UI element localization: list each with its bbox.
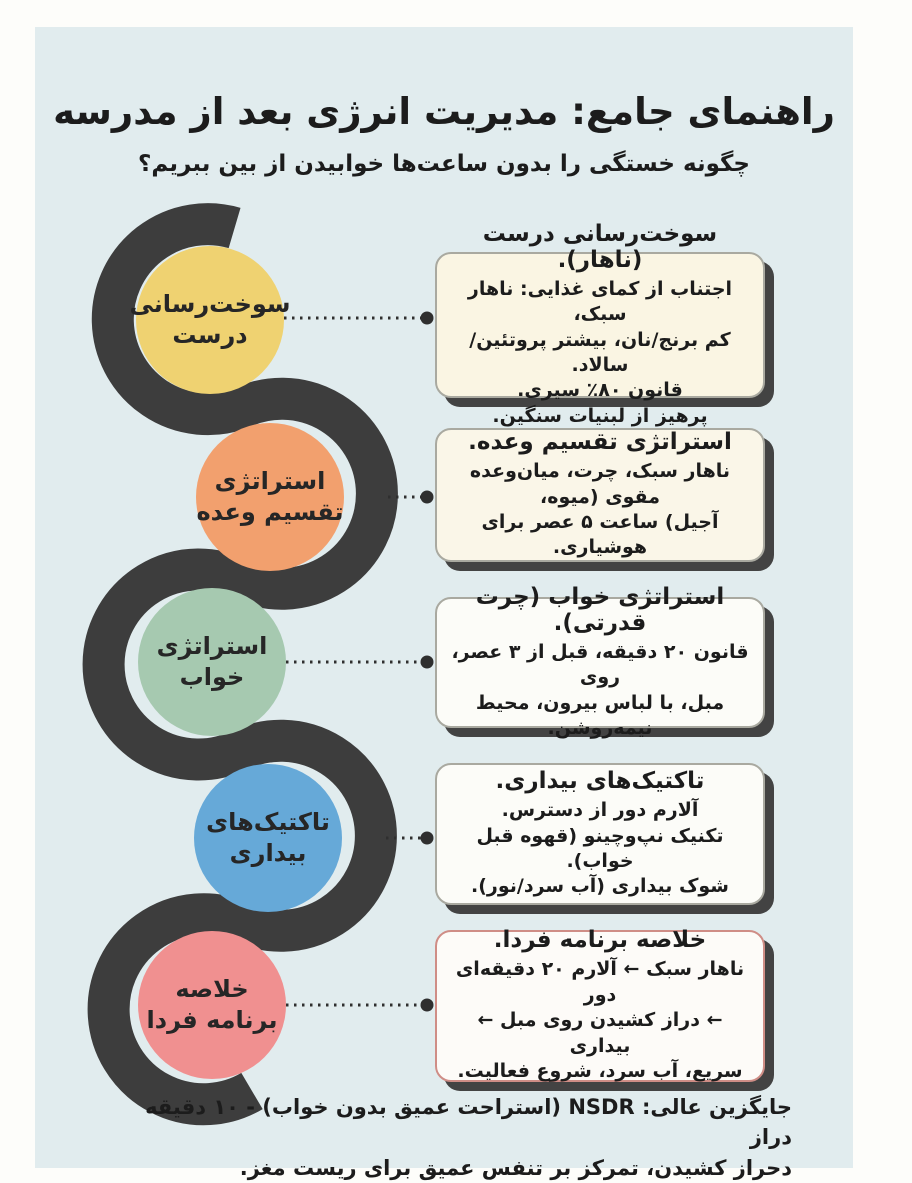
connector-dot-3 [421,656,434,669]
step-5-box-title: خلاصه برنامه فردا. [493,927,707,954]
step-2-box-line: آجیل) ساعت ۵ عصر برای هوشیاری. [481,511,719,559]
step-5-circle-label-line1: خلاصه [175,974,249,1003]
page-subtitle: چگونه خستگی را بدون ساعت‌ها خوابیدن از بین ببریم؟ [138,151,750,177]
step-5-box [435,927,765,1083]
step-3-box [435,583,765,739]
step-4-circle-label [206,807,330,869]
step-3-box-line: مبل، با لباس بیرون، محیط نیمه‌روشن. [475,691,725,739]
connector-dot-2 [421,491,434,504]
step-1-box-line: قانون ۸۰٪ سیری. [517,379,683,402]
step-1-box-line: کم برنج/نان، بیشتر پروتئین/سالاد. [469,328,731,376]
page-title: راهنمای جامع: مدیریت انرژی بعد از مدرسه [53,90,835,133]
step-3-box-title: استراتژی خواب (چرت قدرتی). [475,583,725,636]
step-2-box-title: استراتژی تقسیم وعده. [468,429,732,456]
step-4-circle-label-line1: تاکتیک‌های [206,807,330,836]
step-3-circle-label-line1: استراتژی [156,631,268,660]
step-4-box-title: تاکتیک‌های بیداری. [495,768,705,795]
step-1-circle-label-line2: درست [172,321,248,349]
connector-dot-1 [421,312,434,325]
footer-note-line1: جایگزین عالی: NSDR (استراحت عمیق بدون خواب) - ۱۰ دقیقه دراز [145,1095,792,1150]
step-2-circle-label-line2: تقسیم وعده [196,498,344,526]
step-1-circle-label [129,289,290,351]
step-4-circle-label-line2: بیداری [229,839,307,867]
step-4-box-line: آلارم دور از دسترس. [501,799,699,822]
step-1-box-line: اجتناب از کمای غذایی: ناهار سبک، [467,277,733,326]
step-2-circle-label [196,466,343,528]
connector-dot-5 [421,999,434,1012]
step-4-box [435,763,765,905]
step-4-box-line: تکنیک نپ‌وچینو (قهوه قبل خواب). [476,824,724,872]
step-1-box [435,220,765,427]
step-3-box-line: قانون ۲۰ دقیقه، قبل از ۳ عصر، روی [451,640,749,689]
step-5-box-line: سریع، آب سرد، شروع فعالیت. [457,1060,743,1083]
step-1-box-line: پرهیز از لبنیات سنگین. [492,404,708,427]
footer-note-line2: دحراز کشیدن، تمرکز بر تنفس عمیق برای ریست مغز. [239,1155,792,1180]
step-5-box-line: ← دراز کشیدن روی مبل ← بیداری [477,1009,723,1057]
step-4-box-line: شوک بیداری (آب سرد/نور). [471,875,729,898]
step-3-circle-label [157,631,268,693]
step-2-box-line: ناهار سبک، چرت، میان‌وعده مقوی (میوه، [469,460,731,508]
connector-dot-4 [421,832,434,845]
step-5-box-line: ناهار سبک ← آلارم ۲۰ دقیقه‌ای دور [455,958,745,1006]
step-5-circle-label-line2: برنامه فردا [146,1006,278,1034]
step-3-circle-label-line2: خواب [179,663,245,691]
step-2-circle-label-line1: استراتژی [214,466,326,495]
step-1-circle-label-line1: سوخت‌رسانی [129,289,291,318]
step-2-box [435,428,765,562]
step-5-circle-label [147,974,278,1036]
step-1-box-title: سوخت‌رسانی درست (ناهار). [482,220,718,273]
footer-note [120,1092,792,1183]
